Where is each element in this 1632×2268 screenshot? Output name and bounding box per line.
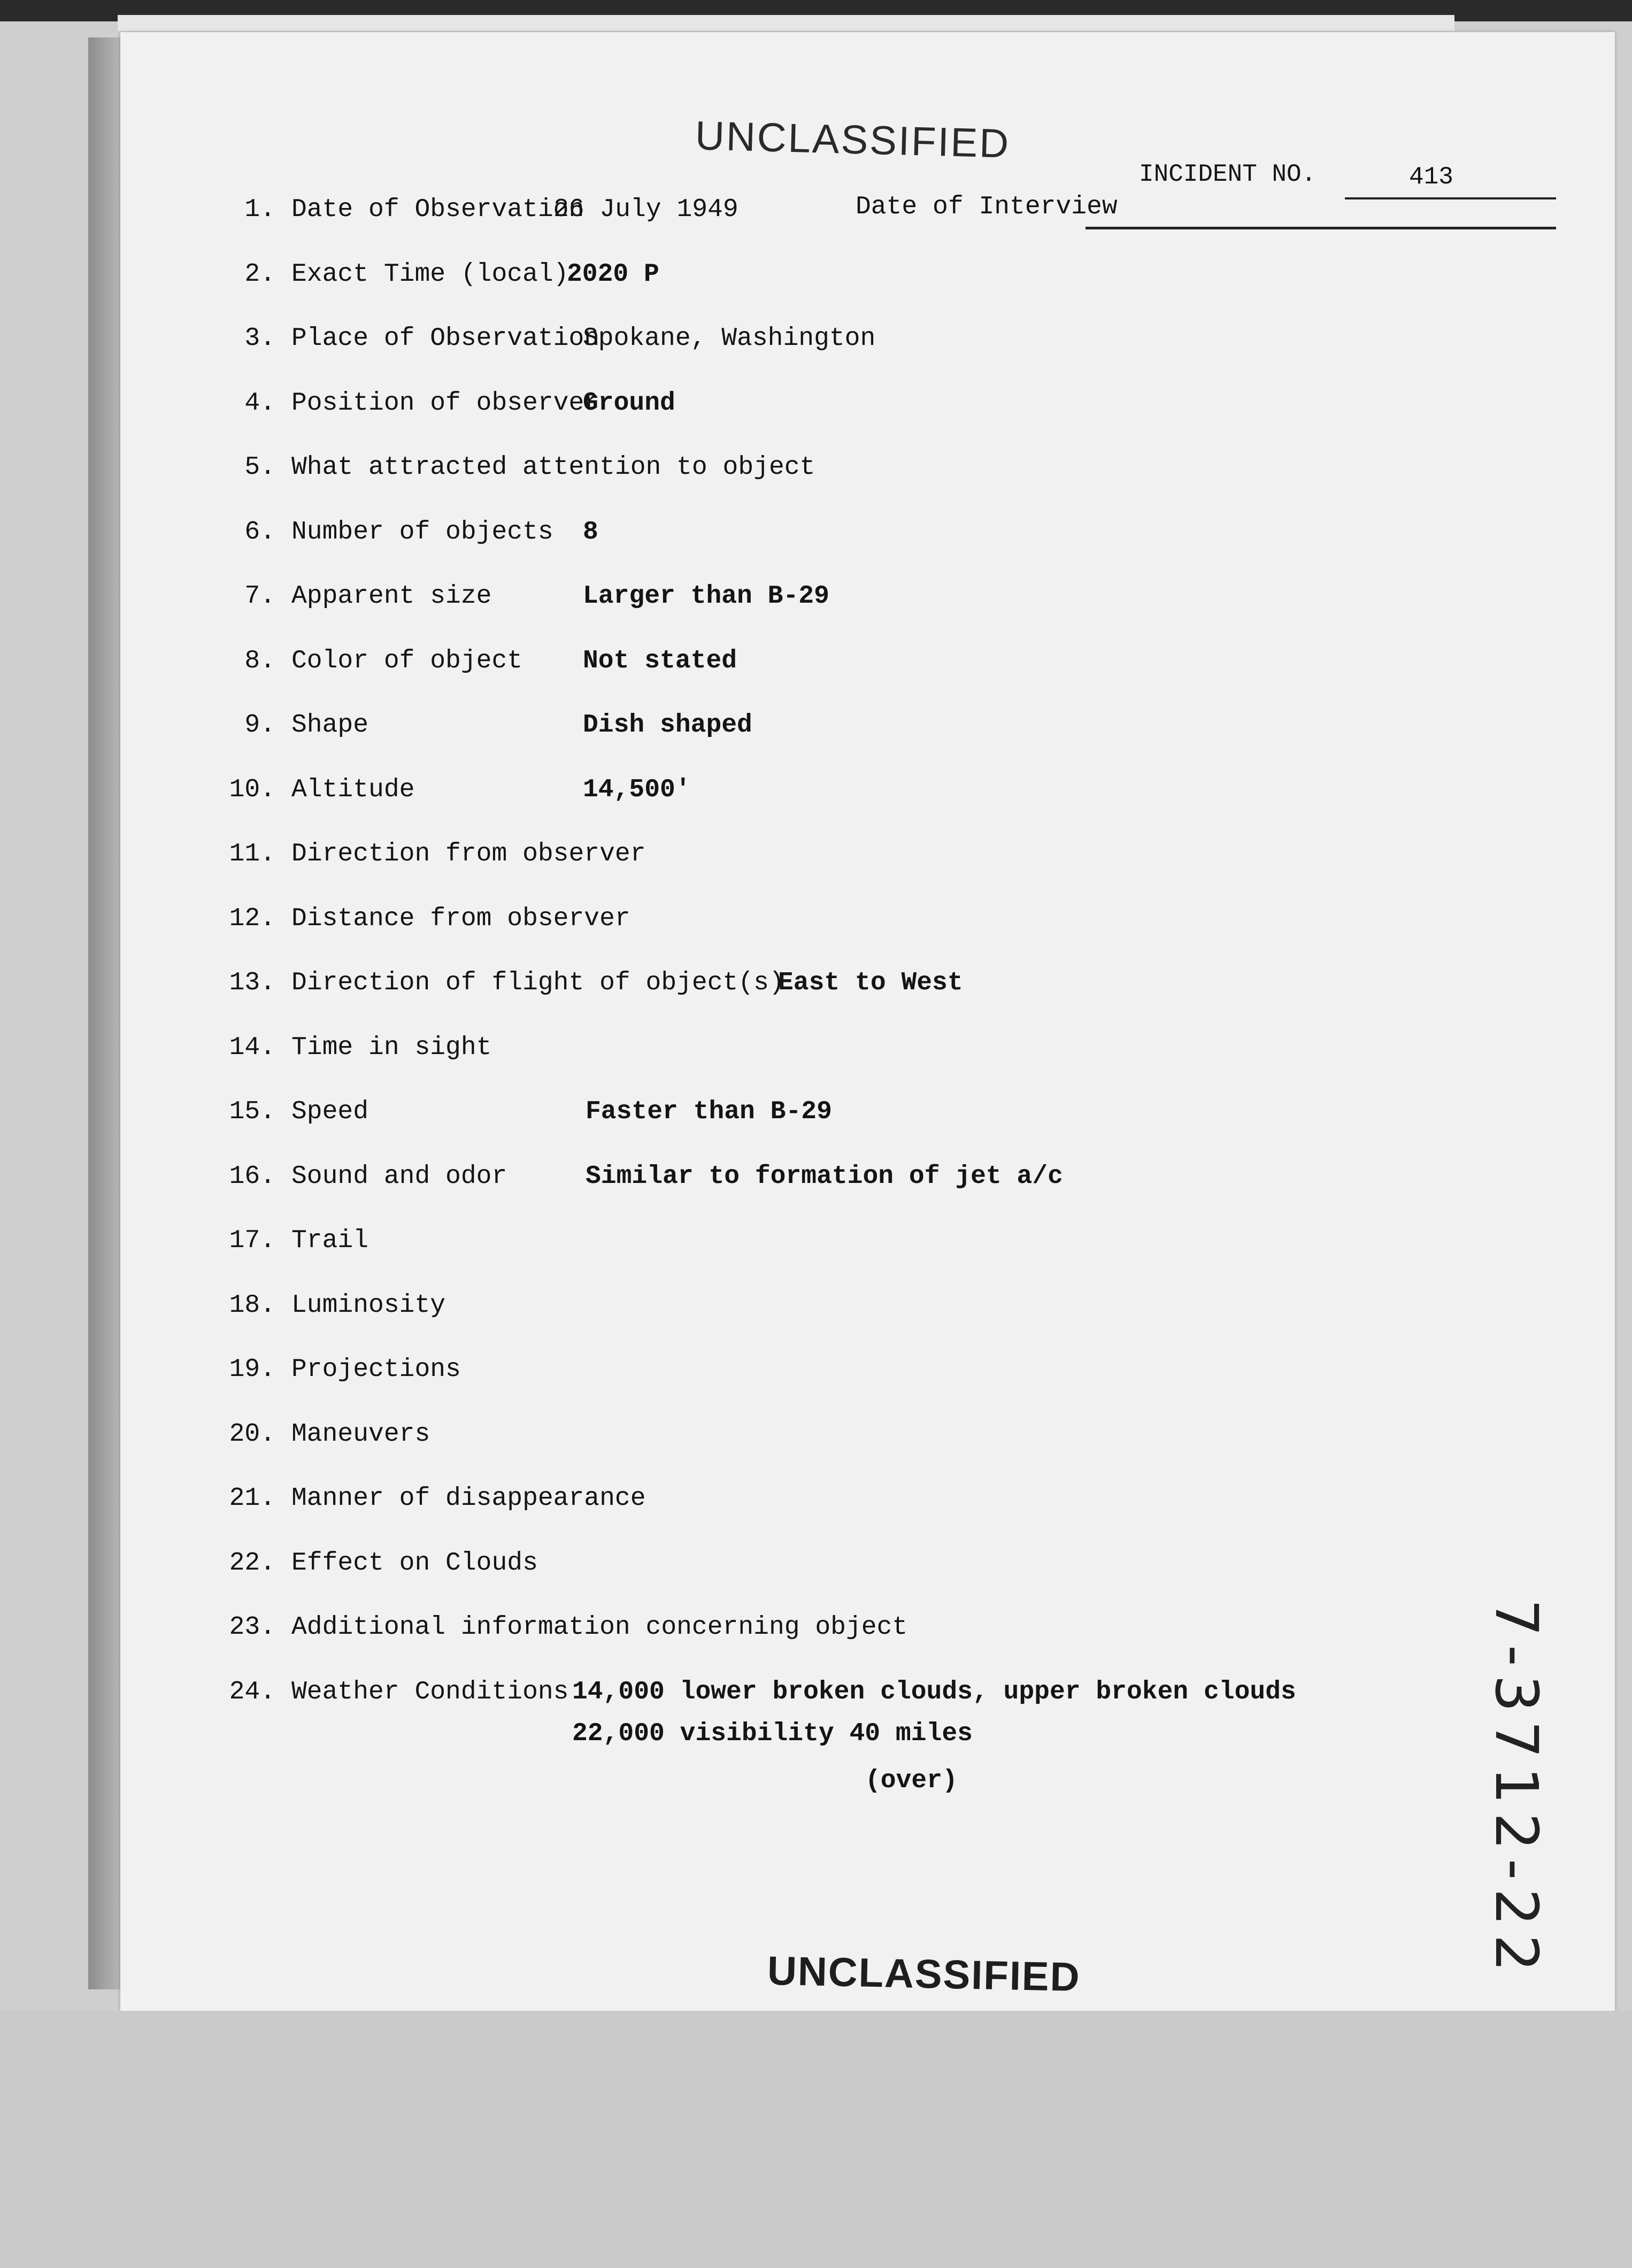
item-label: Sound and odor: [291, 1162, 507, 1191]
handwritten-file-number: 7-3712-22: [1482, 1599, 1551, 1981]
item-number: 21.: [229, 1484, 275, 1513]
report-page: [120, 32, 1615, 2011]
item-value: 2020 P: [567, 259, 659, 289]
film-strip: [118, 15, 1454, 31]
item-number: 2.: [244, 259, 275, 289]
item-label: Additional information concerning object: [291, 1613, 908, 1642]
item-number: 12.: [229, 904, 275, 933]
item-label: Time in sight: [291, 1033, 492, 1062]
item-label: Apparent size: [291, 582, 492, 611]
item-label: Exact Time (local): [291, 259, 569, 289]
item-number: 18.: [229, 1290, 275, 1320]
item-value: 14,500': [583, 775, 691, 804]
item-number: 17.: [229, 1226, 275, 1255]
item-label: Projections: [291, 1355, 461, 1384]
interview-underline: [1142, 193, 1556, 229]
item-number: 1.: [244, 195, 275, 224]
item-label: What attracted attention to object: [291, 453, 815, 482]
item-value: Faster than B-29: [586, 1097, 832, 1126]
item-label: Direction of flight of object(s): [291, 968, 784, 997]
item-number: 20.: [229, 1419, 275, 1449]
item-label: Effect on Clouds: [291, 1548, 538, 1578]
classification-footer: UNCLASSIFIED: [767, 1948, 1081, 2001]
item-number: 16.: [229, 1162, 275, 1191]
classification-header: UNCLASSIFIED: [694, 113, 1011, 167]
item-number: 6.: [244, 517, 275, 547]
item-label: Number of objects: [291, 517, 553, 547]
item-label: Position of observer: [291, 388, 600, 418]
interview-label: Date of Interview: [856, 193, 1118, 221]
item-number: 19.: [229, 1355, 275, 1384]
item-number: 15.: [229, 1097, 275, 1126]
item-label: Trail: [291, 1226, 369, 1255]
item-number: 11.: [229, 840, 275, 868]
item-number: 23.: [229, 1613, 275, 1642]
item-label: Altitude: [291, 775, 415, 804]
incident-number: 413: [1345, 163, 1556, 199]
item-value: Not stated: [583, 646, 737, 675]
item-value: Spokane, Washington: [583, 324, 876, 353]
item-number: 24.: [229, 1677, 275, 1706]
item-label: Shape: [291, 711, 369, 740]
item-number: 14.: [229, 1033, 275, 1062]
item-number: 4.: [244, 388, 275, 418]
item-label: Maneuvers: [291, 1419, 430, 1449]
item-number: 22.: [229, 1548, 275, 1578]
film-margin-bottom: [0, 2011, 1632, 2268]
item-label: Speed: [291, 1097, 369, 1126]
item-label: Manner of disappearance: [291, 1484, 646, 1513]
item-label: Weather Conditions: [291, 1677, 569, 1706]
item-label: Luminosity: [291, 1290, 446, 1320]
item-number: 7.: [244, 582, 275, 611]
item-label: Date of Observation: [291, 195, 584, 224]
item-number: 13.: [229, 968, 275, 997]
item-label: Distance from observer: [291, 904, 630, 933]
item-value: Larger than B-29: [583, 582, 829, 611]
item-label: Direction from observer: [291, 840, 646, 868]
item-value: East to West: [778, 968, 963, 997]
item-value: Similar to formation of jet a/c: [586, 1162, 1063, 1191]
item-value: 14,000 lower broken clouds, upper broken clouds: [572, 1677, 1296, 1706]
over-note: (over): [865, 1766, 958, 1795]
item-label: Color of object: [291, 646, 523, 675]
item-number: 3.: [244, 324, 275, 353]
incident-label: INCIDENT NO.: [1139, 160, 1317, 188]
item-value: Dish shaped: [583, 711, 752, 740]
item-number: 9.: [244, 711, 275, 740]
item-value: 8: [583, 517, 598, 547]
item-number: 10.: [229, 775, 275, 804]
item-number: 8.: [244, 646, 275, 675]
weather-line-2: 22,000 visibility 40 miles: [572, 1719, 973, 1748]
item-label: Place of Observation: [291, 324, 600, 353]
item-value: 26 July 1949: [553, 195, 738, 224]
item-value: Ground: [583, 388, 675, 418]
item-number: 5.: [244, 453, 275, 482]
